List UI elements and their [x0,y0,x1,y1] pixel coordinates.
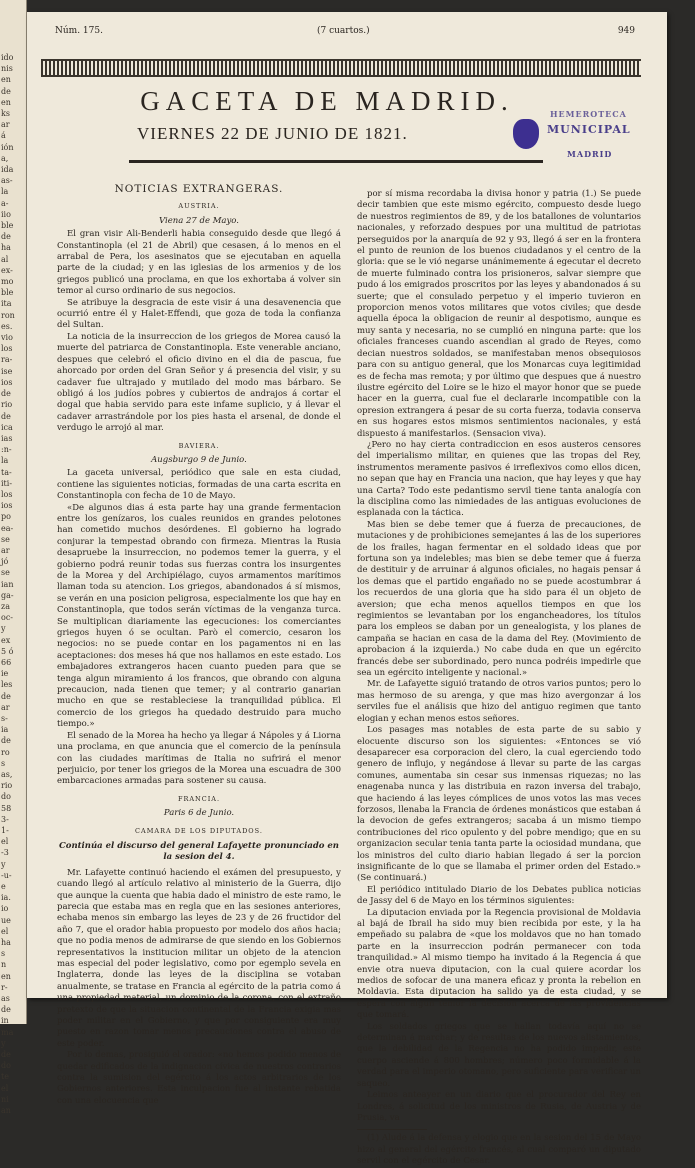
footnote-rule [357,1129,427,1130]
continua-heading: Continúa el discurso del general Lafayette pronunciado en la sesion del 4. [59,840,339,863]
previous-page-fragments: ido nis en de en ks ar á ión a, ida as- la a- iio ble de ha al ex- mo ble ita ron es. vio los ra- ise ios de rio de ica ias :n- la ta- iti- los ios po ea- se ar jó se ian ga- za oc- y ex 5 ó 66 ie les de ar s- ia de ro s as, rio do 58 3- 1- el -3 y -u- e ia. io ue el ha s n en r- as de in ma y de do te el ni an [1,53,15,1116]
page-number: 949 [617,26,635,36]
paragraph: El senado de la Morea ha hecho ya llegar á Nápoles y á Liorna una proclama, en que anuncia que el comercio de la península con las ciudades marítimas de Italia no sufrirá el menor perjuicio, por tener los griegos de la Morea una escuadra de 300 embarcaciones armadas para sostener su causa. [57,730,341,787]
paragraph: por sí misma recordaba la divisa honor y patria (1.) Se puede decir tambien que este mismo egército, compuesto desde luego de nuestros regimientos de 89, y de los batallones de voluntarios nacionales, y reforzado despues por una multitud de patriotas perseguidos por la anarquía de 92 y 93, llegó á ser en la frontera el punto de reunion de los buenos ciudadanos y el centro de la gloria: que se le vió negarse unánimemente á egecutar el decreto de muerte fulminado contra los prisioneros, salvar siempre que pudo á los emigrados proscritos por las leyes y abandonados á su suerte; que el consulado perpetuo y el imperio tuvieron en proporcion menos votos militares que votos civiles; que desde aquella época la obligacion de reunir al despotismo, aunque es muy santa y necesaria, no se cumplió en ninguna parte: que los oficiales franceses cuando ascendian al grado de Reyes, como decian nuestros soldados, se manifestaban menos obsequiosos para con su antiguo general, que los Monarcas cuya legitimidad es de fecha mas remota; y por último que despues que á nuestro ilustre egército del Loire se le hizo el mayor honor que se puede hacer en la guerra, cual fue el declararle incompatible con la opresion extrangera á pesar de su corta fuerza, todavia conserva en sus hogares estos mismos sentimientos nacionales, y está dispuesto á manifestarlos. (Sensacion viva). [357,189,641,439]
previous-page-edge [0,0,27,1116]
paragraph: La gaceta universal, periódico que sale en esta ciudad, contiene las siguientes noticias, formadas de una carta escrita en Constantinopla con fecha de 10 de Mayo. [57,468,341,502]
paragraph: Por lo demas, prosiguió el orador: «no hemos podido menos de quedar edificados de la indignacion cívica de nuestros contrarios contra la sumision del egército á los actos arbitrarios de los Gobiernos anteriores. Esta inculpacion fue al instante rebatida con una elocuencia que [57,1050,341,1106]
austria-heading: AUSTRIA. [178,202,220,211]
left-column [57,180,341,1107]
camara-heading: CAMARA DE LOS DIPUTADOS. [135,826,263,835]
viena-dateline: Viena 27 de Mayo. [159,215,239,226]
stamp-line-2: MUNICIPAL [547,123,631,136]
paris-dateline: Paris 6 de Junio. [163,808,235,819]
issue-date: VIERNES 22 DE JUNIO DE 1821. [137,124,408,143]
paragraph: ¿Pero no hay cierta contradiccion en esos austeros censores del imperialismo militar, en quienes que las tropas del Rey, instrumentos meramente pasivos é irreflexivos como ellos dicen, no sepan que hay en Francia una nacion, que hay leyes y que hay una Carta? Todo este pedantismo servil tiene tanta analogía con la disciplina como las nimiedades de las antiguas evoluciones de esplanada con la táctica. [357,439,641,519]
paragraph: La noticia de la insurreccion de los griegos de Morea causó la muerte del patriarca de Constantinopla. Este venerable anciano, despues que celebró el oficio divino en el dia de pascua, fue ahorcado por orden del Gran Señor y á presencia del visir, y su cadaver fue ultrajado y mutilado del modo mas bárbaro. Se obligó á los judíos pobres y cubiertos de andrajos á cortar el dogal que habia servido para este infame suplicio, y á llevar el cadaver arrastrándole por los pies hasta el arsenal, de donde el verdugo le arrojó al mar. [57,331,341,434]
paragraph: Se atribuye la desgracia de este visir á una desavenencia que ocurrió entre él y Halet-Effendi, que goza de toda la confianza del Sultan. [57,297,341,331]
right-column [357,189,641,1168]
augsburgo-dateline: Augsburgo 9 de Junio. [151,454,247,465]
library-stamp [505,107,655,167]
francia-heading: FRANCIA. [177,794,221,803]
paragraph: «De algunos dias á esta parte hay una grande fermentacion entre los genízaros, los cuales reunidos en grandes pelotones han cometido muchos desórdenes. El gobierno ha logrado conjurar la tempestad obrando con firmeza. Mientras la Rusia desapruebe la insurreccion, no podemos temer la guerra, y el gobierno podrá reunir todas sus fuerzas contra los insurgentes de la Morea y del Archipiélago, cuyos armamentos marítimos llaman toda su atencion. Los griegos, abandonados á sí mismos, se verán en una posicion peligrosa, especialmente los que hay en Constantinopla, que todos serán víctimas de la venganza turca. Se multiplican diariamente las egecuciones: los comerciantes griegos huyen ó se ocultan. Parò el comercio, cesaron los negocios: no se puede contar en los pagamentos ni en las aceptaciones: dos meses há que nos hallamos en este estado. Los embajadores extrangeros hacen cuanto pueden para que se tenga algun miramiento á los francos, que obrando con alguna precaucion, nada tienen que temer; y al contrario ganarian mucho en que se restableciese la tranquilidad pública. El comercio de los griegos ha quedado destruido para mucho tiempo.» [57,502,341,730]
ornamental-border [41,59,641,77]
paragraph: Mr. Lafayette continuó haciendo el exámen del presupuesto, y cuando llegó al artículo relativo al ministerio de la Guerra, dijo que aunque la cuenta que habia dado el ministro de este ramo, le parecia que estaba mas en regla que en las sesiones anteriores, echaba menos sin embargo las leyes de 23 y de 26 fructidor del año 7, que el orador habia propuesto por modelo dos años hacia; que no podia menos de admirarse de que siendo en los Gobiernos representativos la institucion militar un objeto de la atencion mas especial del poder legislativo, como por egemplo sevela en Inglaterra, donde las leyes de la disciplina se votaban anualmente, se tratase en Francia al egército de la patria como á una propiedad material, un dominio de la corona, con el extraño pretexto de que la situacion continental de la Francia exigia mas poder militar en el Gobierno, y que por consiguiente era muy puesto en razon tomar menos precauciones contra el abuso de este poder. [57,867,341,1049]
paragraph: Mas bien se debe temer que á fuerza de precauciones, de mutaciones y de prohibiciones semejantes á las de los superiores de los frailes, hagan fermentar en el soldado ideas que por fortuna son ya indelebles; mas bien se debe temer que á fuerza de destituir y de arruinar á algunos oficiales, no hagais pensar á los demas que el partido engañado no se puede acostumbrar á los recuerdos de una gloria que ha sido para él un objeto de aversion; que echa menos aquellos tiempos en que los regimientos se levantaban por los engancheadores, los títulos para los empleos se daban por un genealogista, y los planes de campaña se hacian en casa de la dama del Rey. (Movimiento de aprobacion á la izquierda.) No cabe duda en que un egército francés debe ser subordinado, pero nunca podréis impedirle que sea un egército inteligente y nacional.» [357,519,641,679]
issue-number: Núm. 175. [55,26,103,36]
footnote: (1) Alude á la defensa y elogio que en la sesion del 15 de Mayo hizo al general del egército francés, al cual comparó un diputado servil con el egército de Cesar. [357,1133,641,1167]
stamp-line-1: HEMEROTECA [550,109,627,119]
seal-icon [513,119,539,149]
header-rule [129,160,543,163]
price: (7 cuartos.) [317,26,370,36]
section-title: NOTICIAS EXTRANGERAS. [114,183,284,195]
paragraph: El gran visir Ali-Benderli habia conseguido desde que llegó á Constantinopla (el 21 de Abril) que cesasen, á lo menos en el arrabal de Pera, los asesinatos que se ejecutaban en aquella parte de la ciudad; y en las iglesias de los armenios y de los griegos publicó una proclama, en que los exhortaba á volver sin temor al curso ordinario de sus negocios. [57,229,341,297]
paragraph: Mr. de Lafayette siguió tratando de otros varios puntos; pero lo mas hermoso de su arenga, y que mas hizo avergonzar á los serviles fue el análisis que hizo del antiguo regimen que tanto elogian y echan menos estos señores. [357,679,641,724]
masthead: GACETA DE MADRID. [140,86,514,116]
paragraph: Los soldados griegos que se hallan todavía aquí no se determinan á marchar; y de resultas de los nuevos alistamientos, que la debilidad de la Regencia no ha podido impedir, este cuerpo asciende á 800 hombres; número poco formidable á la verdad para el imperio otomano, pero suficiente para verificar un saqueo. [357,1021,641,1089]
stamp-line-3: MADRID [567,149,613,159]
newspaper-page [27,12,667,1167]
paragraph: El periódico intitulado Diario de los Debates publica noticias de Jassy del 6 de Mayo en los términos siguientes: [357,884,641,907]
baviera-heading: BAVIERA. [178,441,220,450]
paragraph: La diputacion enviada por la Regencia provisional de Moldavia al bajá de Ibrail ha sido muy bien recibida por este, y la ha empeñado su palabra de «que los moldavos que no han tomado parte en la insurreccion podrán permanecer con toda tranquilidad.» Al mismo tiempo ha invitado á la Regencia á que envie otra nueva diputacion, con la cual quiere acordar los medios de sofocar de una manera eficaz y pronta la rebelion en Moldavia. Esta diputacion ha salido ya de esta ciudad, y se espera con algun temor la decision acerca de las providencias que tomará. [357,907,641,1021]
paragraph: Leimos anteayer en un diario que el procurador del Rey en Londres, á solicitud de los ministros de Rusia, de Austria y de Prusia, va [357,1090,641,1123]
paragraph: Los pasages mas notables de esta parte de su sabio y elocuente discurso son los siguientes: «Entonces se vió desaparecer esa corporacion del clero, la cual egerciendo todo genero de influjo, y negándose á llevar su parte de las cargas comunes, aumentaba sin cesar sus inmensas riquezas; no las enagenaba nunca y las distribuia en razon inversa del trabajo, que haciendo á las leyes cómplices de unos votos las mas veces forzosos, llenaba la Francia de órdenes monásticos que estaban á la devocion de gefes extrangeros; sacaba á un mismo tiempo contribuciones del rico opulento y del pobre mendigo; que en su organizacion secular tenia tanta parte la ociosidad mundana, que los ministros del culto diario habian llegado á ser la porcion insignificante de lo que se llamaba el primer orden del Estado.» (Se continuará.) [357,725,641,884]
